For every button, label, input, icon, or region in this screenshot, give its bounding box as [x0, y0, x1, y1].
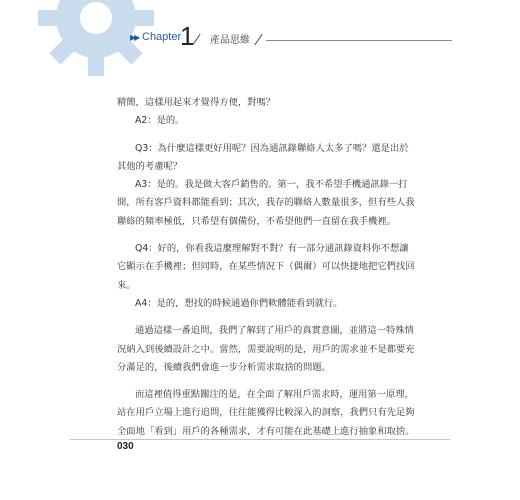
footer-divider: [70, 439, 450, 440]
paragraph: 而這裡值得重點關注的是，在全面了解用戶需求時，運用第一原理，站在用戶立場上進行追問，往往能獲得比較深入的洞察，我們只有先足夠全面地「看到」用戶的各種需求，才有可能在此基礎上進行抽象和取捨。: [117, 389, 415, 437]
chapter-title: 產品思維: [210, 35, 250, 46]
answer-line: A2：是的。: [135, 115, 185, 127]
question-paragraph: Q3：為什麼這樣更好用呢？因為通訊錄聯絡人太多了嗎？還是出於其他的考慮呢？: [117, 142, 409, 172]
page-number: 030: [117, 441, 134, 452]
chapter-header: [0, 21, 520, 54]
question-paragraph: Q4：好的，你看我這麼理解對不對？有一部分通訊錄資料你不想讓它顯示在手機裡；但同時，在某些情況下（偶爾）可以快捷地把它們找回來。: [117, 243, 415, 291]
header-divider: [266, 40, 452, 41]
paragraph: 通過這樣一番追問，我們了解到了用戶的真實意圖，並將這一特殊情況納入到後續設計之中。當然，需要說明的是，用戶的需求並不是都要充分滿足的，後續我們會進一步分析需求取捨的問題。: [117, 325, 415, 373]
header-slash: [254, 34, 262, 45]
paragraph: 精簡，這樣用起來才覺得方便，對嗎？: [117, 97, 276, 108]
body-text: [117, 94, 417, 441]
answer-line: A4：是的，想找的時候通過你們軟體能看到就行。: [135, 297, 343, 309]
answer-paragraph: A3：是的。我是做大客戶銷售的。第一，我不希望手機通訊錄一打開，所有客戶資料都能看到；其次，我存的聯絡人數量很多，但有些人我聯絡的頻率極低，只希望有個備份，不希望他們一直留在我手機裡。: [117, 179, 415, 227]
chapter-label: Chapter: [142, 31, 182, 43]
double-arrow-icon: ▶▶: [130, 33, 139, 42]
chapter-number: 1: [180, 21, 195, 51]
